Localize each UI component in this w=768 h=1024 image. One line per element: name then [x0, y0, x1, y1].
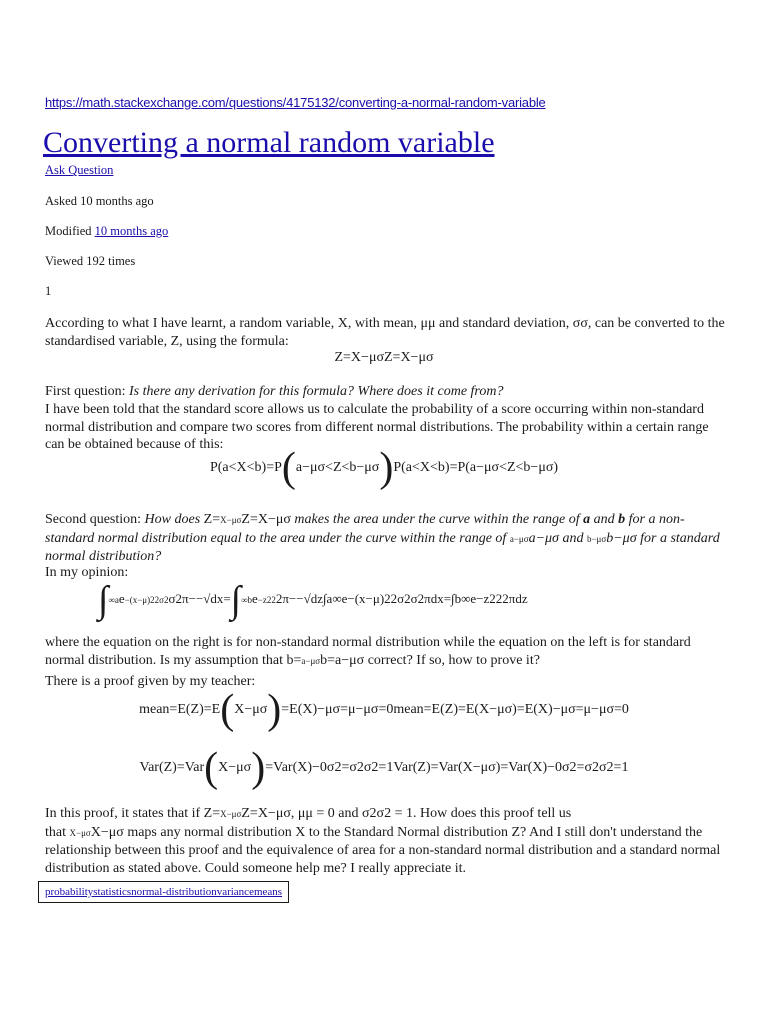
- modified-link[interactable]: 10 months ago: [94, 224, 169, 238]
- asked-date: Asked 10 months ago: [45, 194, 154, 208]
- formula-mean: mean=E(Z)=E(X−μσ)=E(X)−μσ=μ−μσ=0mean=E(Z)=E(X−μσ)=E(X)−μσ=μ−μσ=0: [139, 687, 629, 733]
- question-title: [43, 126, 495, 160]
- ask-question-link[interactable]: Ask Question: [45, 163, 114, 177]
- first-question-text: Is there any derivation for this formula? Where does it come from?: [129, 384, 504, 399]
- standard-score-paragraph: I have been told that the standard score allows us to calculate the probability of a score occurring within non-standard normal distribution and compare two scores from different normal distributions. The probability within a certain range can be obtained because of this:: [45, 402, 709, 452]
- second-question-text: How does: [144, 512, 204, 527]
- proof-question-paragraph: In this proof, it states that if Z=X−μσZ=X−μσ, μμ = 0 and σ2σ2 = 1. How does this proof tell us that X−μσX−μσ maps any normal distribution X to the Standard Normal distribution Z? And I still don't understand the relationship between this proof and the equivalence of area for a non-standard normal distribution and a standard normal distribution as stated above. Could someone help me? I really appreciate it.: [45, 806, 721, 876]
- second-question-label: Second question:: [45, 512, 145, 527]
- eq2-middle: a−μσ<Z<b−μσ: [295, 460, 380, 476]
- view-count: Viewed 192 times: [45, 254, 136, 268]
- formula-probability-range: [0, 444, 768, 492]
- tags-link[interactable]: probabilitystatisticsnormal-distributionvariancemeans: [45, 886, 283, 898]
- proof-intro: There is a proof given by my teacher:: [45, 674, 256, 689]
- formula-z-score: Z=X−μσZ=X−μσ: [334, 350, 434, 365]
- opinion-label: In my opinion:: [45, 565, 129, 580]
- question-url-link[interactable]: https://math.stackexchange.com/questions/4175132/converting-a-normal-random-variable: [45, 95, 546, 110]
- tag-list: [38, 881, 289, 903]
- first-question-label: First question:: [45, 384, 130, 399]
- intro-paragraph: According to what I have learnt, a random variable, X, with mean, μμ and standard deviation, σσ, can be converted to the standardised variable, Z, using the formula:: [45, 316, 725, 349]
- formula-variance: Var(Z)=Var(X−μσ)=Var(X)−0σ2=σ2σ2=1Var(Z)=Var(X−μσ)=Var(X)−0σ2=σ2σ2=1: [139, 745, 629, 791]
- assumption-paragraph: where the equation on the right is for non-standard normal distribution while the equation on the left is for standard normal distribution. Is my assumption that b=a−μσb=a−μσ correct? If so, how to prove it?: [45, 635, 691, 668]
- second-question: Second question: How does Z=X−μσZ=X−μσ makes the area under the curve within the range of a and b for a non-standard normal distribution equal to the area under the curve within the range of a−μσa−μσ and b−μσb−μσ for a standard normal distribution?: [45, 512, 720, 564]
- modified-date: [45, 224, 168, 239]
- modified-label: Modified: [45, 224, 95, 238]
- eq2-paren-close: ): [379, 445, 394, 491]
- question-title-link[interactable]: Converting a normal random variable: [43, 126, 495, 159]
- first-question: [45, 383, 725, 401]
- eq2-left: P(a<X<b)=P: [209, 460, 282, 476]
- eq2-right: P(a<X<b)=P(a−μσ<Z<b−μσ): [393, 460, 559, 476]
- formula-integral: ∫∞ae−(x−μ)22σ2σ2π−−√dx=∫∞be−z222π−−√dz∫a∞e−(x−μ)22σ2σ2πdx=∫b∞e−z222πdz: [98, 579, 528, 621]
- vote-count: 1: [45, 284, 52, 298]
- eq2-paren-open: (: [281, 445, 296, 491]
